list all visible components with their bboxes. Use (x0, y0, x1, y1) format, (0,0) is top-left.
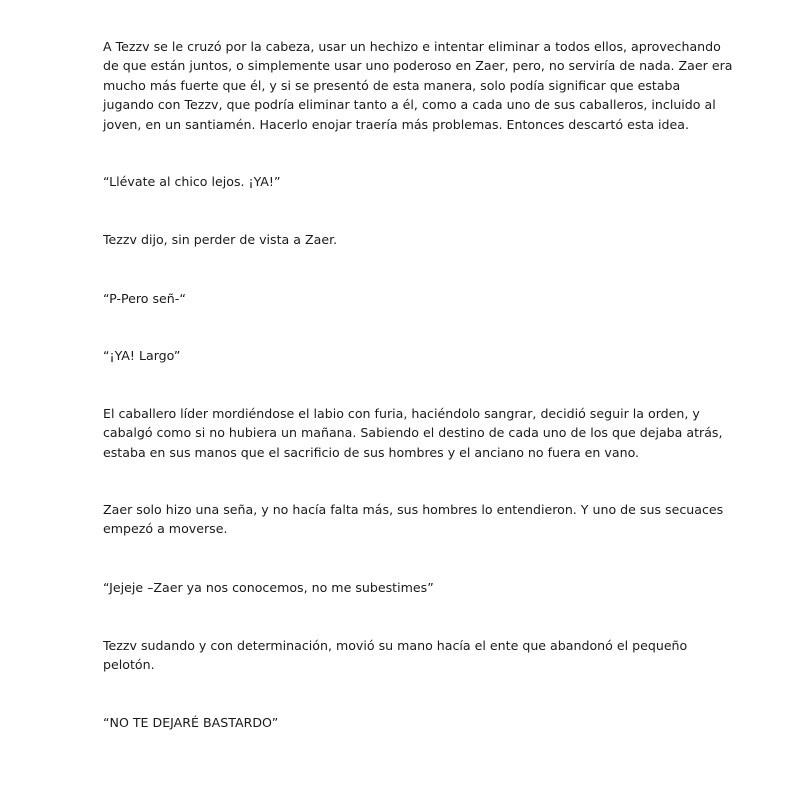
dialogue-line (103, 346, 675, 365)
paragraph (103, 37, 733, 134)
text-line: estaba en sus manos que el sacrificio de sus hombres y el anciano no fuera en vano. (103, 444, 640, 460)
dialogue-line (103, 289, 675, 308)
text-line: jugando con Tezzv, que podría eliminar tanto a él, como a cada uno de sus caballeros, incluido al (103, 97, 716, 113)
text-line: “Jejeje –Zaer ya nos conocemos, no me subestimes” (103, 580, 434, 595)
text-line: de que están juntos, o simplemente usar uno poderoso en Zaer, pero, no serviría de nada. Zaer era (103, 58, 733, 74)
dialogue-line (103, 172, 675, 191)
paragraph (103, 636, 688, 675)
paragraph (103, 230, 675, 249)
text-line: joven, en un santiamén. Hacerlo enojar traería más problemas. Entonces descartó esta idea. (103, 116, 690, 132)
text-line: mucho más fuerte que él, y si se presentó de esta manera, solo podía significar que estaba (103, 77, 681, 93)
text-line: Tezzv sudando y con determinación, movió su mano hacía el ente que abandonó el pequeño (103, 638, 688, 653)
text-line: pelotón. (103, 657, 155, 673)
text-line: empezó a moverse. (103, 521, 228, 537)
text-line: Tezzv dijo, sin perder de vista a Zaer. (103, 232, 338, 247)
paragraph (103, 404, 723, 462)
text-line: cabalgó como si no hubiera un mañana. Sabiendo el destino de cada uno de los que dejaba atrás, (103, 425, 723, 441)
paragraph (103, 500, 724, 539)
text-line: “NO TE DEJARÉ BASTARDO” (103, 715, 279, 730)
text-line: “¡YA! Largo” (103, 348, 181, 363)
text-line: El caballero líder mordiéndose el labio con furia, haciéndolo sangrar, decidió seguir la orden, y (103, 406, 700, 421)
dialogue-line (103, 713, 675, 732)
text-line: “P-Pero señ-“ (103, 291, 186, 306)
text-line: A Tezzv se le cruzó por la cabeza, usar un hechizo e intentar eliminar a todos ellos, aprovechando (103, 39, 721, 54)
text-line: “Llévate al chico lejos. ¡YA!” (103, 174, 281, 189)
text-line: Zaer solo hizo una seña, y no hacía falta más, sus hombres lo entendieron. Y uno de sus secuaces (103, 502, 724, 517)
dialogue-line (103, 578, 675, 597)
